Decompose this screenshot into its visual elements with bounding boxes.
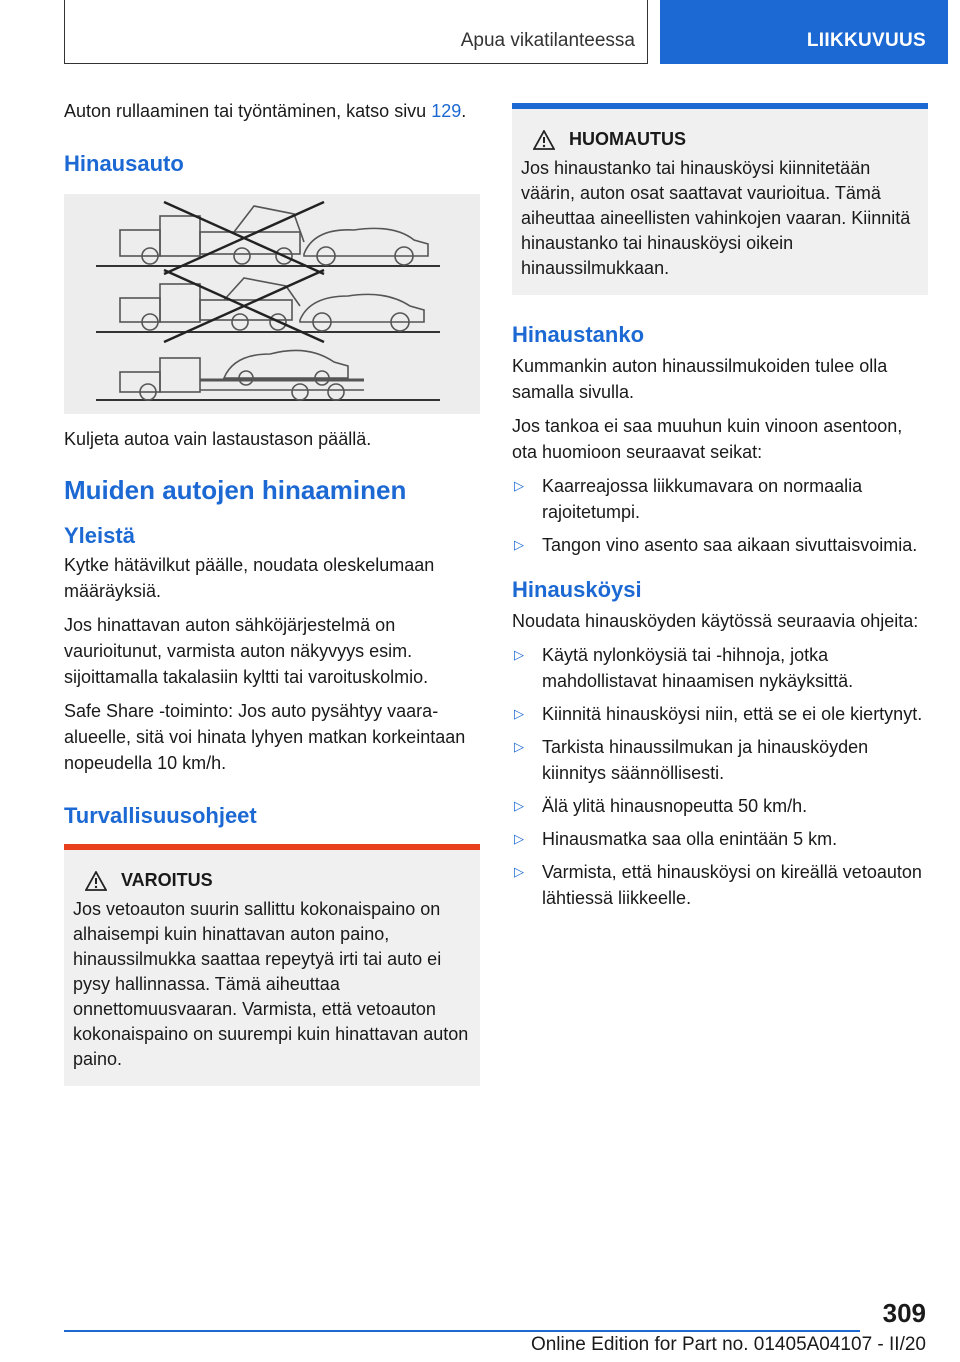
list-item: ▷ Käytä nylonköysiä tai -hihnoja, jotka mahdollistavat hinaamisen nykäyksittä. [512,642,928,694]
general-paragraph-2: Jos hinattavan auton sähköjärjestelmä on vaurioitunut, varmista auton näkyvyys esim. sijoittamalla takalasiin kyltti tai varoituskolmio. [64,615,429,687]
tow-truck-diagram [64,194,480,414]
intro-paragraph [64,98,480,124]
triangle-bullet-icon: ▷ [514,831,524,846]
list-item: ▷ Kaarreajossa liikkumavara on normaalia rajoitetumpi. [512,473,928,525]
intro-text: Auton rullaaminen tai työntäminen, katso sivu [64,101,427,121]
list-item: ▷ Älä ylitä hinausnopeutta 50 km/h. [512,793,928,819]
triangle-bullet-icon: ▷ [514,706,524,721]
notice-box [512,103,928,295]
heading-turvallisuusohjeet: Turvallisuusohjeet [64,803,257,828]
tanko-paragraph-1: Kummankin auton hinaussilmukoiden tulee olla samalla sivulla. [512,356,888,402]
header-section-title: Apua vikatilanteessa [460,30,635,51]
notice-title-row [521,129,918,150]
general-paragraph-1: Kytke hätävilkut päälle, noudata oleskelumaan määräyksiä. [64,555,435,601]
notice-text: Jos hinaustanko tai hinausköysi kiinnitetään väärin, auton osat saattavat vaurioitua. Tämä aiheuttaa aineellisten vahinkojen vaaran. Kiinnitä hinaustanko tai hinausköysi oikein hinaussilmukkaan. [521,158,911,278]
right-column [512,103,928,918]
list-item: ▷ Tangon vino asento saa aikaan sivuttaisvoimia. [512,532,928,558]
footer-divider [64,1330,860,1332]
tanko-list [512,473,928,558]
general-paragraph-3: Safe Share -toiminto: Jos auto pysähtyy vaara-alueelle, sitä voi hinata lyhyen matkan korkeintaan nopeudella 10 km/h. [64,701,466,773]
triangle-bullet-icon: ▷ [514,864,524,879]
left-column [64,98,480,1086]
list-item: ▷ Tarkista hinaussilmukan ja hinausköyden kiinnitys säännöllisesti. [512,734,928,786]
warning-title-row [73,870,470,891]
towing-illustration [64,194,480,414]
page-number: 309 [882,1298,926,1328]
warning-box [64,844,480,1086]
page-link[interactable]: 129 [431,101,462,121]
list-item: ▷ Kiinnitä hinausköysi niin, että se ei ole kiertynyt. [512,701,928,727]
warning-title: VAROITUS [121,870,213,890]
koysi-paragraph-1: Noudata hinausköyden käytössä seuraavia ohjeita: [512,611,919,631]
triangle-bullet-icon: ▷ [514,647,524,662]
header-chapter-title: LIIKKUVUUS [806,30,926,51]
heading-hinauskoysi: Hinausköysi [512,577,642,602]
triangle-bullet-icon: ▷ [514,537,524,552]
heading-muiden-autojen: Muiden autojen hinaaminen [64,475,407,505]
header-chapter-tab[interactable] [660,0,948,64]
warning-text: Jos vetoauton suurin sallittu kokonaispaino on alhaisempi kuin hinattavan auton paino, hinaussilmukka saattaa repeytyä irti tai auto ei pysy hallinnassa. Tämä aiheuttaa onnettomuusvaaran. Varmista, että vetoauton kokonaispaino on suurempi kuin hinattavan auton paino. [73,899,469,1069]
list-item: ▷ Varmista, että hinausköysi on kireällä vetoauton lähtiessä liikkeelle. [512,859,928,911]
warning-triangle-icon [85,871,107,891]
heading-hinausauto: Hinausauto [64,151,184,176]
intro-end: . [461,101,467,121]
triangle-bullet-icon: ▷ [514,798,524,813]
list-item: ▷ Hinausmatka saa olla enintään 5 km. [512,826,928,852]
heading-yleista: Yleistä [64,523,135,548]
notice-triangle-icon [533,130,555,150]
koysi-list [512,642,928,911]
notice-title: HUOMAUTUS [569,129,686,149]
heading-hinaustanko: Hinaustanko [512,322,645,347]
figure-caption: Kuljeta autoa vain lastaustason päällä. [64,429,372,449]
footer-edition: Online Edition for Part no. 01405A04107 - II/20 [530,1334,926,1355]
tanko-paragraph-2: Jos tankoa ei saa muuhun kuin vinoon asentoon, ota huomioon seuraavat seikat: [512,416,903,462]
triangle-bullet-icon: ▷ [514,478,524,493]
header-section-tab [64,0,648,64]
triangle-bullet-icon: ▷ [514,739,524,754]
